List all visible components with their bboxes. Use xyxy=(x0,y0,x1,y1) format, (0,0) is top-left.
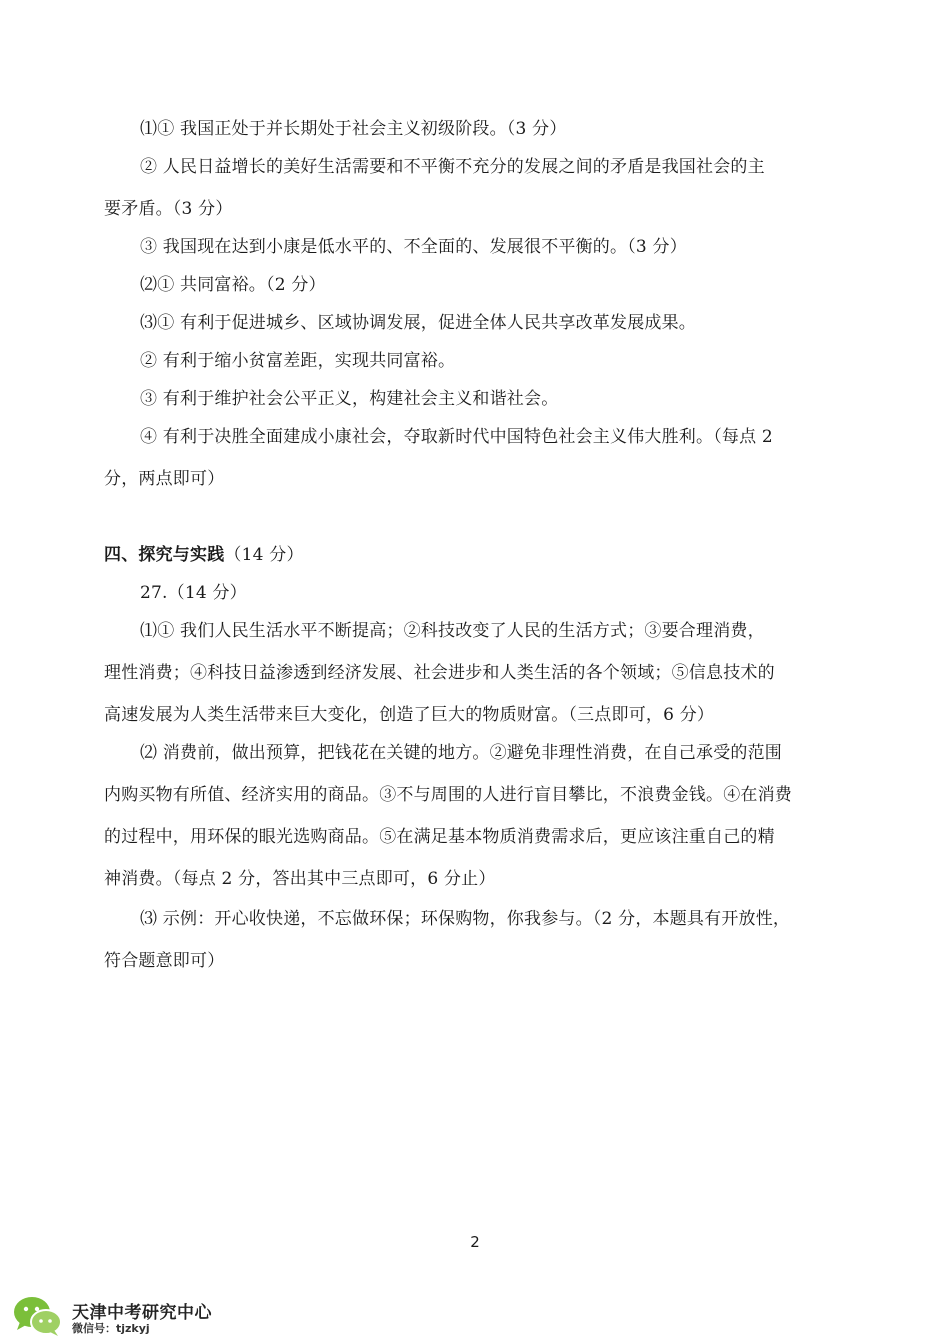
answer-line-2: ② 人民日益增长的美好生活需要和不平衡不充分的发展之间的矛盾是我国社会的主 xyxy=(140,157,765,177)
answer-line-19: 符合题意即可） xyxy=(104,951,225,971)
wechat-logo-icon xyxy=(12,1294,64,1338)
question-number: 27.（14 分） xyxy=(140,583,247,603)
answer-line-10: 分，两点即可） xyxy=(104,469,225,489)
answer-line-5: ⑵① 共同富裕。（2 分） xyxy=(140,275,326,295)
footer-title: 天津中考研究中心 xyxy=(72,1303,212,1323)
answer-line-3: 要矛盾。（3 分） xyxy=(104,199,233,219)
answer-line-16: 的过程中，用环保的眼光选购商品。⑤在满足基本物质消费需求后，更应该注重自己的精 xyxy=(104,827,775,847)
answer-line-15: 内购买物有所值、经济实用的商品。③不与周围的人进行盲目攀比，不浪费金钱。④在消费 xyxy=(104,785,792,805)
answer-line-18: ⑶ 示例：开心收快递，不忘做环保；环保购物，你我参与。（2 分，本题具有开放性， xyxy=(140,909,791,929)
answer-line-12: 理性消费；④科技日益渗透到经济发展、社会进步和人类生活的各个领域；⑤信息技术的 xyxy=(104,663,775,683)
answer-line-9: ④ 有利于决胜全面建成小康社会，夺取新时代中国特色社会主义伟大胜利。（每点 2 xyxy=(140,427,773,447)
answer-line-17: 神消费。（每点 2 分，答出其中三点即可，6 分止） xyxy=(104,869,496,889)
answer-line-14: ⑵ 消费前，做出预算，把钱花在关键的地方。②避免非理性消费，在自己承受的范围 xyxy=(140,743,783,763)
section-heading-score: （14 分） xyxy=(224,545,304,565)
page-number: 2 xyxy=(470,1233,480,1251)
answer-line-13: 高速发展为人类生活带来巨大变化，创造了巨大的物质财富。（三点即可，6 分） xyxy=(104,705,715,725)
answer-line-11: ⑴① 我们人民生活水平不断提高；②科技改变了人民的生活方式；③要合理消费， xyxy=(140,621,765,641)
answer-line-8: ③ 有利于维护社会公平正义，构建社会主义和谐社会。 xyxy=(140,389,559,409)
footer-wechat-id: 微信号：tjzkyj xyxy=(72,1322,150,1335)
answer-line-1: ⑴① 我国正处于并长期处于社会主义初级阶段。（3 分） xyxy=(140,119,567,139)
answer-line-7: ② 有利于缩小贫富差距，实现共同富裕。 xyxy=(140,351,456,371)
answer-line-4: ③ 我国现在达到小康是低水平的、不全面的、发展很不平衡的。（3 分） xyxy=(140,237,687,257)
answer-line-6: ⑶① 有利于促进城乡、区域协调发展，促进全体人民共享改革发展成果。 xyxy=(140,313,697,333)
section-heading xyxy=(104,544,304,566)
section-heading-title: 四、探究与实践 xyxy=(104,545,225,565)
